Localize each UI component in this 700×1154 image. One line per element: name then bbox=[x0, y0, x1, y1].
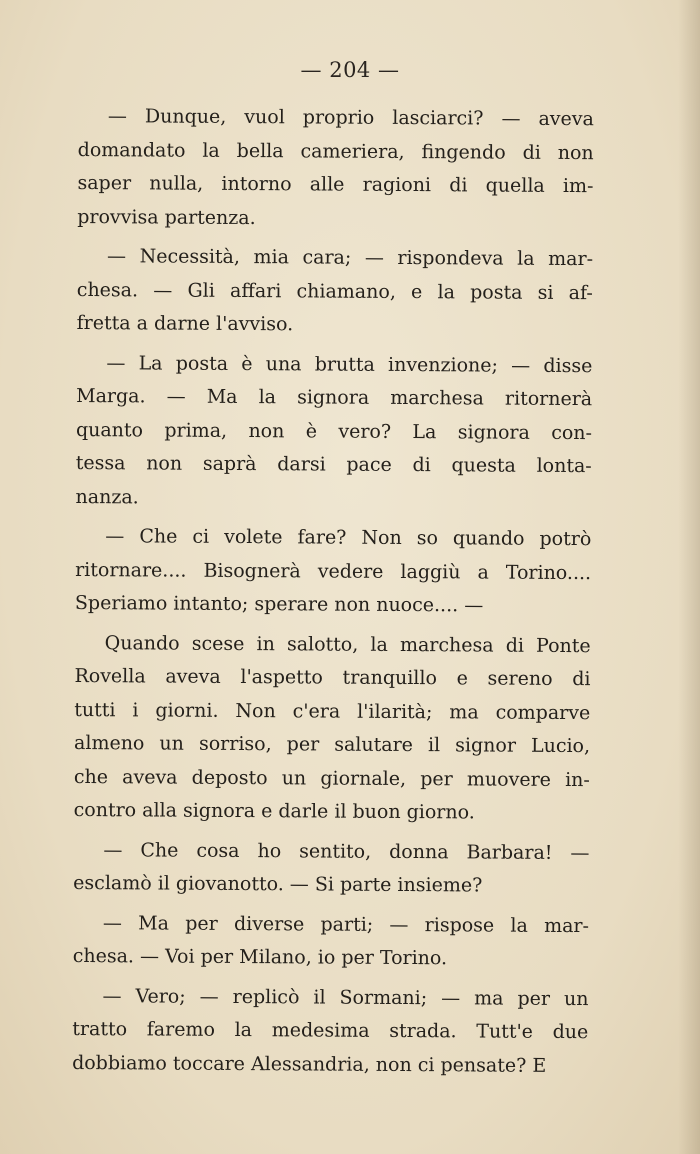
text-line: chesa. — Gli affari chiamano, e la posta si af- bbox=[76, 278, 593, 304]
text-line: quanto prima, non è vero? La signora con- bbox=[75, 418, 593, 444]
text-line: almeno un sorriso, per salutare il signor Lucio, bbox=[74, 731, 591, 758]
text-line: — Che cosa ho sentito, donna Barbara! — bbox=[103, 838, 590, 864]
text-line: chesa. — Voi per Milano, io per Torino. bbox=[72, 944, 448, 970]
text-line: dobbiamo toccare Alessandria, non ci pensate? E bbox=[72, 1051, 547, 1077]
text-line: tessa non saprà darsi pace di questa lonta- bbox=[75, 451, 592, 478]
text-line: nanza. bbox=[75, 485, 139, 508]
text-line: — Ma per diverse parti; — rispose la mar- bbox=[102, 911, 590, 937]
text-line: — Necessità, mia cara; — rispondeva la mar- bbox=[106, 245, 594, 271]
paragraph bbox=[77, 100, 594, 237]
text-line: tutti i giorni. Non c'era l'ilarità; ma comparve bbox=[74, 698, 591, 724]
text-line: Rovella aveva l'aspetto tranquillo e sereno di bbox=[74, 664, 591, 691]
text-line: fretta a darne l'avviso. bbox=[76, 311, 294, 336]
paragraph bbox=[75, 346, 592, 517]
text-line: Quando scese in salotto, la marchesa di Ponte bbox=[104, 631, 591, 657]
paragraph bbox=[72, 979, 589, 1083]
text-line: Speriamo intanto; sperare non nuoce.... — bbox=[74, 591, 484, 617]
page-number: — 204 — bbox=[300, 58, 400, 82]
text-line: Marga. — Ma la signora marchesa ritornerà bbox=[76, 384, 593, 411]
text-line: che aveva deposto un giornale, per muovere in- bbox=[73, 765, 590, 791]
text-line: — Vero; — replicò il Sormani; — ma per un bbox=[102, 984, 589, 1010]
paragraph bbox=[77, 240, 594, 344]
text-line: saper nulla, intorno alle ragioni di quella im- bbox=[77, 171, 594, 198]
paragraph bbox=[75, 520, 592, 624]
text-line: ritornare.... Bisognerà vedere laggiù a Torino.... bbox=[75, 558, 592, 584]
text-line: esclamò il giovanotto. — Si parte insieme? bbox=[73, 871, 483, 897]
text-line: — Che ci volete fare? Non so quando potrò bbox=[105, 525, 592, 551]
text-line: — La posta è una brutta invenzione; — disse bbox=[106, 351, 593, 377]
text-line: contro alla signora e darle il buon giorno. bbox=[73, 798, 475, 824]
paragraph bbox=[73, 833, 589, 903]
paragraph bbox=[73, 906, 589, 976]
text-line: tratto faremo la medesima strada. Tutt'e due bbox=[72, 1017, 589, 1044]
text-line: — Dunque, vuol proprio lasciarci? — aveva bbox=[107, 105, 594, 131]
text-body bbox=[72, 100, 594, 1089]
paragraph bbox=[74, 626, 591, 830]
text-line: provvisa partenza. bbox=[77, 205, 256, 229]
text-line: domandato la bella cameriera, fingendo di non bbox=[77, 138, 594, 164]
